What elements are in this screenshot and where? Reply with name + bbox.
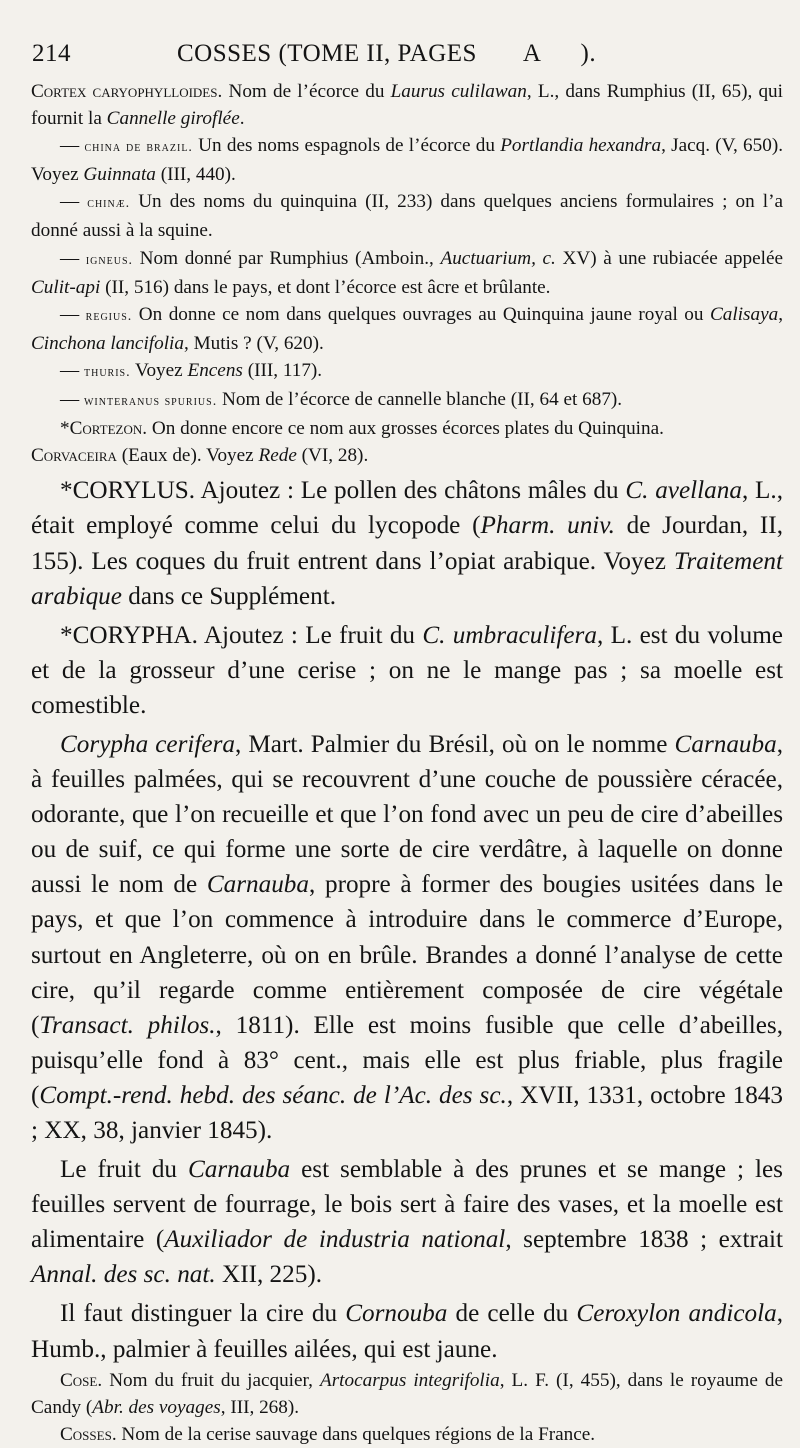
entry-subterm: igneus.: [85, 252, 134, 268]
entry-text: Un des noms espagnols de l’écorce du: [192, 135, 501, 157]
entry-text: (VI, 28).: [296, 445, 369, 467]
entry-text: —: [60, 191, 88, 213]
italic-text: Cornouba: [345, 1300, 448, 1328]
entry-text: —: [60, 389, 84, 411]
entry-text: , L., était employé comme celui du lycopode (: [31, 477, 784, 540]
italic-text: Pharm. univ.: [480, 512, 615, 540]
entry-text: , Jacq. (V, 650). Voyez: [31, 135, 784, 186]
entry-term: Cortex caryophylloides.: [31, 81, 223, 102]
entry-text: Nom donné par Rumphius (Amboin.,: [133, 247, 441, 269]
entry-subterm: thuris.: [83, 364, 131, 380]
entry-text: , L. est du volume et de la grosseur d’une cerise ; on ne le mange pas ; sa moelle est comestible.: [31, 621, 783, 719]
italic-text: Encens: [187, 359, 243, 381]
entry-text: ,: [778, 303, 783, 325]
italic-text: Guinnata: [83, 164, 156, 186]
entry-text: , Mutis ? (V, 620).: [183, 332, 324, 354]
entry-text: , Mart. Palmier du Brésil, où on le nomme: [235, 730, 675, 758]
entry-text: —: [60, 247, 86, 269]
italic-text: Carnauba: [187, 1156, 291, 1184]
entry-text: , 1811). Elle est moins fusible que celle d’abeilles, puisqu’elle fond à 83° cent., mais elle est plus friable, plus fragile (: [31, 1011, 783, 1109]
italic-text: Cannelle giroflée: [106, 108, 240, 130]
entry-text: Voyez: [130, 359, 188, 381]
entry-text: , III, 268).: [220, 1396, 300, 1418]
entry-text: XII, 225).: [215, 1261, 323, 1289]
entry-text: Ajoutez : Le pollen des châtons mâles du: [195, 477, 626, 505]
italic-text: Cinchona lancifolia: [31, 332, 184, 354]
entry-subterm: china de brazil.: [84, 140, 193, 156]
entry-text: (II, 516) dans le pays, et dont l’écorce est âcre et brûlante.: [100, 276, 551, 298]
entry-text: Un des noms du quinquina (II, 233) dans quelques anciens formulaires ; on l’a donné aussi à la squine.: [31, 191, 784, 242]
entry-text: On donne ce nom dans quelques ouvrages au Quinquina jaune royal ou: [132, 303, 710, 325]
italic-text: Portlandia hexandra: [500, 135, 662, 157]
italic-text: Carnauba: [206, 871, 309, 899]
entry-subterm: winteranus spurius.: [83, 394, 218, 410]
entry-term: Corvaceira: [31, 445, 117, 467]
entry-text: , Humb., palmier à feuilles ailées, qui est jaune.: [31, 1300, 783, 1363]
entry-text: (III, 440).: [155, 164, 236, 186]
italic-text: Laurus culilawan: [390, 81, 527, 102]
entry-text: .: [239, 108, 245, 130]
entry-paragraph: [31, 473, 783, 613]
entry-text: On donne encore ce nom aux grosses écorces plates du Quinquina.: [147, 418, 664, 440]
entry-paragraph: [31, 386, 783, 415]
entry-text: —: [60, 135, 85, 157]
entry-subterm: regius.: [85, 308, 133, 324]
page-number: 214: [32, 40, 71, 67]
entry-term: Cosses.: [60, 1423, 117, 1445]
entry-paragraph: [31, 1367, 783, 1421]
italic-text: Culit-api: [31, 276, 101, 298]
italic-text: Corypha cerifera: [60, 730, 235, 758]
italic-text: Carnauba: [674, 730, 777, 758]
entry-text: , à feuilles palmées, qui se recouvrent d’une couche de poussière céracée, odorante, que l’on recueille et que l’on fond avec un peu de cire d’abeilles ou de suif, ce qui forme une sorte de cire verdâtre, à laquelle on donne aussi le nom de: [31, 730, 784, 899]
italic-text: Ceroxylon andicola: [576, 1300, 777, 1328]
entry-text: Il faut distinguer la cire du: [60, 1300, 346, 1328]
entry-paragraph: [31, 1421, 783, 1448]
entry-text: Nom du fruit du jacquier,: [102, 1369, 320, 1391]
entry-paragraph: [31, 132, 783, 188]
entry-paragraph: [31, 78, 783, 132]
entry-text: —: [60, 303, 86, 325]
page-body: [31, 78, 783, 1448]
italic-text: Artocarpus integrifolia: [319, 1369, 500, 1391]
entry-text: Nom de la cerise sauvage dans quelques régions de la France.: [116, 1423, 596, 1445]
entry-text: Nom de l’écorce de cannelle blanche (II, 64 et 687).: [217, 389, 623, 411]
entry-paragraph: [31, 1296, 783, 1366]
entry-text: *CORYPHA.: [60, 621, 198, 649]
entry-subterm: chinæ.: [87, 196, 131, 212]
entry-text: , L., dans Rumphius (II, 65), qui fournit la: [31, 81, 783, 130]
entry-text: (III, 117).: [242, 359, 323, 381]
entry-text: de celle du: [447, 1300, 577, 1328]
entry-text: , propre à former des bougies usitées dans le pays, et que l’on commence à introduire dans le commerce d’Europe, surtout en Angleterre, où on en brûle. Brandes a donné l’analyse de cette cire, qu’il regarde comme entièrement composée de cire végétale (: [31, 871, 783, 1039]
entry-paragraph: [31, 618, 783, 723]
entry-text: *CORYLUS.: [60, 477, 196, 505]
italic-text: C. umbraculifera: [422, 621, 597, 649]
italic-text: Auctuarium, c.: [440, 247, 556, 269]
italic-text: Abr. des voyages: [92, 1396, 221, 1418]
entry-text: , XVII, 1331, octobre 1843 ; XX, 38, janvier 1845).: [31, 1081, 783, 1144]
italic-text: Rede: [258, 445, 297, 467]
entry-text: XV) à une rubiacée appelée: [555, 247, 784, 269]
entry-text: Le fruit du: [60, 1156, 188, 1184]
entry-text: dans ce Supplément.: [121, 582, 336, 610]
entry-paragraph: [31, 301, 783, 357]
entry-paragraph: [31, 188, 783, 244]
entry-paragraph: [31, 442, 783, 469]
entry-text: Ajoutez : Le fruit du: [197, 621, 423, 649]
entry-term: Cose.: [60, 1369, 103, 1391]
italic-text: Calisaya: [709, 303, 779, 325]
entry-term: *Cortezon.: [60, 418, 148, 440]
entry-paragraph: [31, 357, 783, 386]
italic-text: Compt.-rend. hebd. des séanc. de l’Ac. des sc.: [39, 1081, 507, 1109]
entry-paragraph: [31, 1152, 783, 1292]
italic-text: C. avellana: [625, 477, 742, 505]
entry-text: de Jourdan, II, 155). Les coques du fruit entrent dans l’opiat arabique. Voyez: [31, 512, 783, 575]
running-header: [32, 40, 792, 74]
entry-text: , septembre 1838 ; extrait: [505, 1226, 784, 1254]
italic-text: Traitement arabique: [31, 547, 783, 610]
italic-text: Transact. philos.: [39, 1011, 216, 1039]
entry-text: est semblable à des prunes et se mange ; les feuilles servent de fourrage, le bois sert à faire des vases, et la moelle est alimentaire (: [31, 1156, 783, 1254]
entry-text: (Eaux de). Voyez: [116, 445, 259, 467]
entry-text: —: [60, 359, 84, 381]
entry-paragraph: [31, 245, 783, 301]
italic-text: Auxiliador de industria national: [164, 1226, 506, 1254]
entry-paragraph: [31, 415, 783, 442]
running-title: COSSES (TOME II, PAGES A ).: [177, 40, 597, 67]
entry-text: Nom de l’écorce du: [222, 81, 391, 102]
entry-paragraph: [31, 727, 783, 1148]
entry-text: , L. F. (I, 455), dans le royaume de Candy (: [31, 1369, 784, 1418]
italic-text: Annal. des sc. nat.: [31, 1261, 216, 1289]
